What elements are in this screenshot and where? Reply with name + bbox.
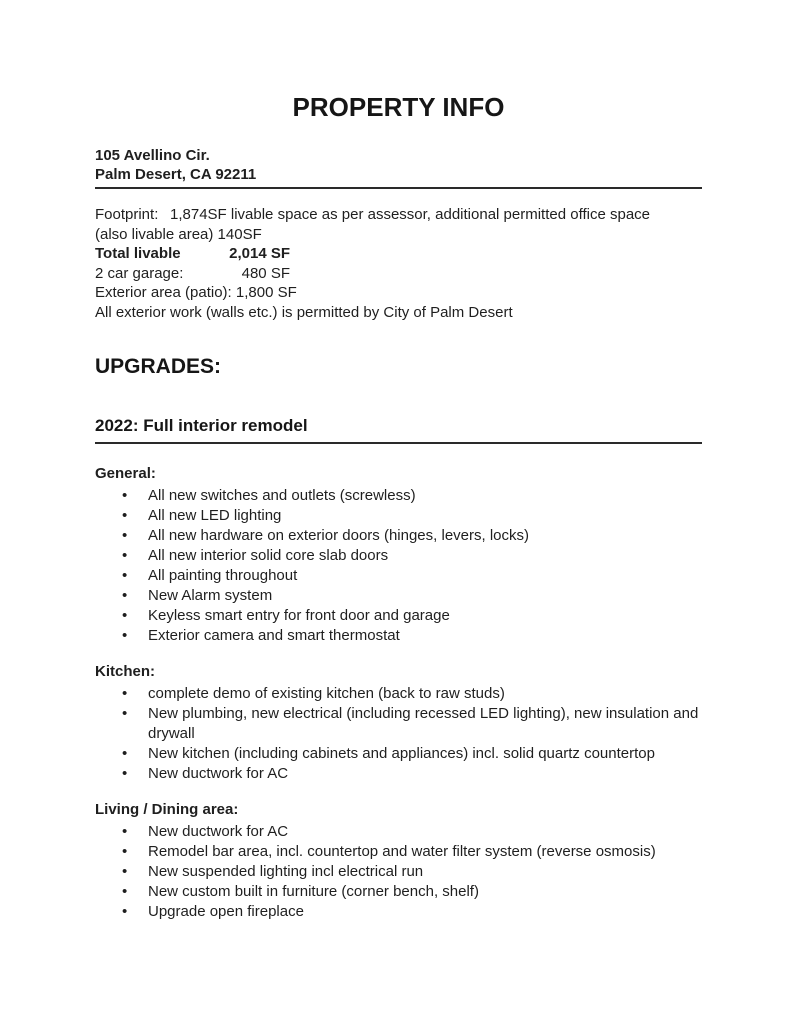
permit-note: All exterior work (walls etc.) is permitted by City of Palm Desert <box>95 303 513 321</box>
fact-garage <box>95 264 702 284</box>
list-item: • New custom built in furniture (corner bench, shelf) <box>95 882 702 902</box>
list-item: • New ductwork for AC <box>95 822 702 842</box>
footprint-value-continued: (also livable area) 140SF <box>95 225 262 243</box>
section-label-living-dining: Living / Dining area: <box>95 801 239 818</box>
fact-footprint <box>95 205 702 225</box>
address-line-1: 105 Avellino Cir. <box>95 147 210 164</box>
living-dining-list <box>95 822 702 922</box>
section-label-kitchen: Kitchen: <box>95 663 155 680</box>
section-label-general: General: <box>95 465 156 482</box>
garage-label: 2 car garage: <box>95 264 184 282</box>
property-facts <box>95 205 702 322</box>
general-list <box>95 486 702 646</box>
list-item: • New plumbing, new electrical (including recessed LED lighting), new insulation and drywall <box>95 704 702 744</box>
list-item: • Upgrade open fireplace <box>95 902 702 922</box>
upgrades-heading: UPGRADES: <box>95 355 222 378</box>
year-2022-heading: 2022: Full interior remodel <box>95 416 702 444</box>
kitchen-list <box>95 684 702 784</box>
property-address <box>95 146 702 189</box>
list-item: • All new LED lighting <box>95 506 702 526</box>
list-item: • New kitchen (including cabinets and appliances) incl. solid quartz countertop <box>95 744 702 764</box>
patio-value: 1,800 SF <box>235 284 297 301</box>
list-item: • All new hardware on exterior doors (hinges, levers, locks) <box>95 526 702 546</box>
footprint-label: Footprint: <box>95 206 159 223</box>
patio-label: Exterior area (patio): <box>95 284 232 301</box>
list-item: • Keyless smart entry for front door and garage <box>95 606 702 626</box>
list-item: • New suspended lighting incl electrical run <box>95 862 702 882</box>
total-livable-label: Total livable <box>95 245 181 262</box>
list-item: • All painting throughout <box>95 566 702 586</box>
total-livable-value: 2,014 SF <box>229 245 290 262</box>
list-item: • All new switches and outlets (screwless) <box>95 486 702 506</box>
list-item: • Remodel bar area, incl. countertop and water filter system (reverse osmosis) <box>95 842 702 862</box>
document-title: PROPERTY INFO <box>292 92 505 122</box>
address-line-2: Palm Desert, CA 92211 <box>95 166 257 183</box>
garage-value: 480 SF <box>241 264 290 282</box>
list-item: • complete demo of existing kitchen (back to raw studs) <box>95 684 702 704</box>
footprint-value: 1,874SF livable space as per assessor, additional permitted office space <box>170 206 650 223</box>
fact-patio <box>95 283 702 303</box>
fact-total-livable <box>95 244 702 264</box>
list-item: • New ductwork for AC <box>95 764 702 784</box>
list-item: • All new interior solid core slab doors <box>95 546 702 566</box>
list-item: • New Alarm system <box>95 586 702 606</box>
list-item: • Exterior camera and smart thermostat <box>95 626 702 646</box>
